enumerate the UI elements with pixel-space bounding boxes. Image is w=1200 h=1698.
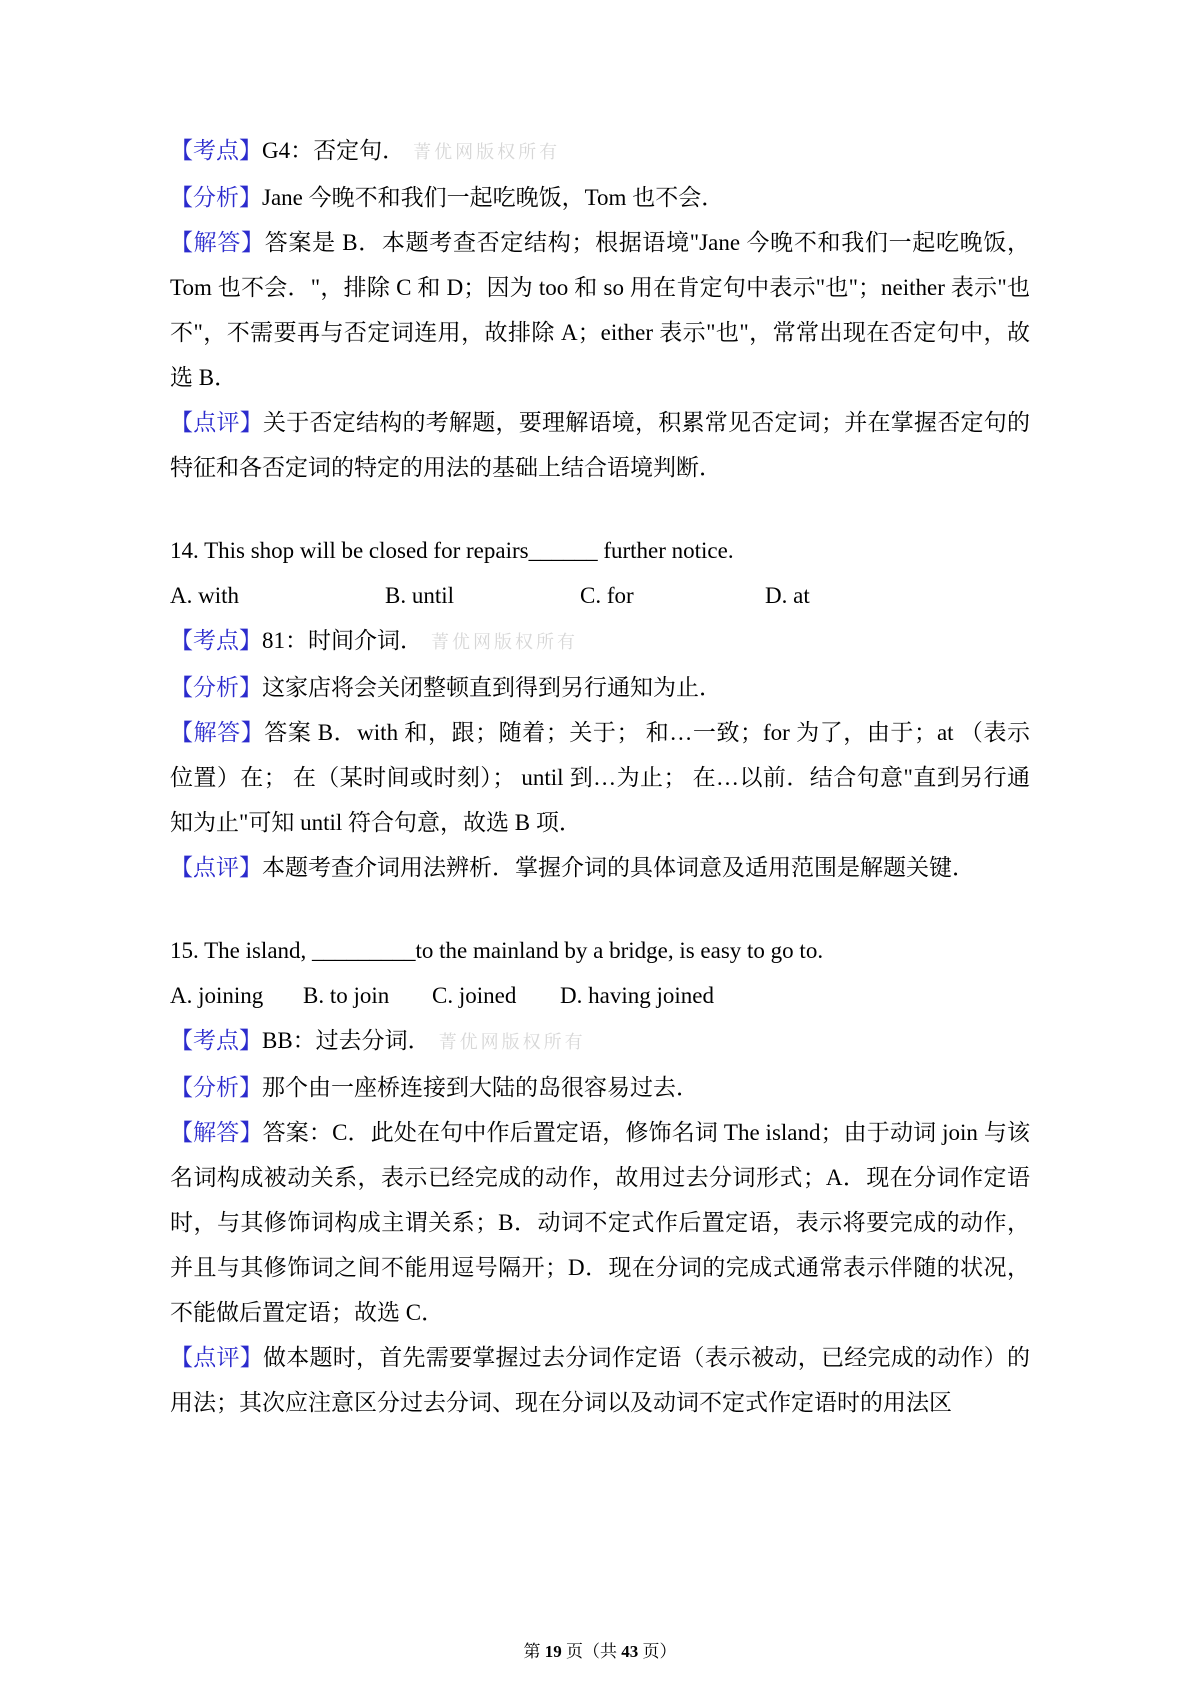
q14-option-d: D. at (765, 583, 810, 608)
footer-page-number: 19 (544, 1642, 562, 1661)
fenxi-label: 【分析】 (170, 1075, 262, 1100)
q15-option-d: D. having joined (560, 983, 714, 1008)
jieda-text: 答案 B．with 和，跟；随着；关于； 和…一致；for 为了，由于；at （表示位置）在； 在（某时间或时刻）； until 到…为止； 在…以前．结合句意"直到另行通知为止"可知 until 符合句意，故选 B 项． (170, 720, 1031, 835)
q14-option-a: A. with (170, 583, 239, 608)
q15-options-row (170, 973, 1030, 1018)
kaodian-text: 81：时间介词． (262, 628, 423, 653)
jieda-label: 【解答】 (170, 1120, 263, 1145)
copyright-watermark: 菁优网版权所有 (438, 1032, 586, 1052)
jieda-label: 【解答】 (170, 230, 265, 255)
q14-options-row (170, 573, 1030, 618)
q13-jieda-paragraph (170, 220, 1030, 400)
q13-fenxi-paragraph (170, 175, 1030, 220)
kaodian-label: 【考点】 (170, 138, 262, 163)
q14-option-b: B. until (385, 583, 455, 608)
q14-option-c: C. for (580, 583, 634, 608)
copyright-watermark: 菁优网版权所有 (413, 142, 561, 162)
fenxi-label: 【分析】 (170, 675, 262, 700)
dianping-text: 做本题时，首先需要掌握过去分词作定语（表示被动，已经完成的动作）的用法；其次应注意区分过去分词、现在分词以及动词不定式作定语时的用法区 (170, 1345, 1030, 1415)
fenxi-text: 那个由一座桥连接到大陆的岛很容易过去． (262, 1075, 699, 1100)
q15-option-a: A. joining (170, 983, 264, 1008)
fenxi-text: 这家店将会关闭整顿直到得到另行通知为止． (262, 675, 722, 700)
q13-kaodian-paragraph (170, 128, 1030, 175)
q14-question-text: 14. This shop will be closed for repairs______ further notice. (170, 538, 734, 563)
q15-jieda-paragraph (170, 1110, 1030, 1335)
page-footer (0, 1642, 1200, 1662)
copyright-watermark: 菁优网版权所有 (431, 632, 578, 652)
q15-option-c: C. joined (432, 983, 517, 1008)
q14-jieda-paragraph (170, 710, 1030, 845)
q15-fenxi-paragraph (170, 1065, 1030, 1110)
dianping-text: 本题考查介词用法辨析．掌握介词的具体词意及适用范围是解题关键． (262, 855, 975, 880)
q15-dianping-paragraph (170, 1335, 1030, 1425)
dianping-label: 【点评】 (170, 1345, 263, 1370)
q15-question-text: 15. The island, _________to the mainland by a bridge, is easy to go to. (170, 938, 824, 963)
jieda-label: 【解答】 (170, 720, 265, 745)
q13-dianping-paragraph (170, 400, 1030, 490)
dianping-label: 【点评】 (170, 410, 263, 435)
fenxi-label: 【分析】 (170, 185, 262, 210)
dianping-text: 关于否定结构的考解题，要理解语境，积累常见否定词；并在掌握否定句的特征和各否定词的特定的用法的基础上结合语境判断． (170, 410, 1030, 480)
q15-kaodian-paragraph (170, 1018, 1030, 1065)
kaodian-text: BB：过去分词． (262, 1028, 431, 1053)
jieda-text: 答案：C．此处在句中作后置定语，修饰名词 The island；由于动词 join 与该名词构成被动关系，表示已经完成的动作，故用过去分词形式；A．现在分词作定语时，与其修饰词构成主谓关系；B．动词不定式作后置定语，表示将要完成的动作，并且与其修饰词之间不能用逗号隔开；D．现在分词的完成式通常表示伴随的状况，不能做后置定语；故选 C． (170, 1120, 1030, 1325)
footer-mid: 页（共 (561, 1642, 622, 1661)
kaodian-text: G4：否定句． (262, 138, 406, 163)
fenxi-text: Jane 今晚不和我们一起吃晚饭，Tom 也不会． (262, 185, 725, 210)
q14-kaodian-paragraph (170, 618, 1030, 665)
q14-fenxi-paragraph (170, 665, 1030, 710)
footer-suffix: 页） (638, 1642, 677, 1661)
kaodian-label: 【考点】 (170, 1028, 262, 1053)
footer-total-pages: 43 (621, 1642, 639, 1661)
footer-prefix: 第 (523, 1642, 545, 1661)
q14-dianping-paragraph (170, 845, 1030, 890)
kaodian-label: 【考点】 (170, 628, 262, 653)
q15-option-b: B. to join (303, 983, 390, 1008)
dianping-label: 【点评】 (170, 855, 262, 880)
jieda-text: 答案是 B．本题考查否定结构；根据语境"Jane 今晚不和我们一起吃晚饭，Tom 也不会．"，排除 C 和 D；因为 too 和 so 用在肯定句中表示"也"；neither 表示"也不"，不需要再与否定词连用，故排除 A；either 表示"也"，常常出现在否定句中，故选 B． (170, 230, 1030, 390)
